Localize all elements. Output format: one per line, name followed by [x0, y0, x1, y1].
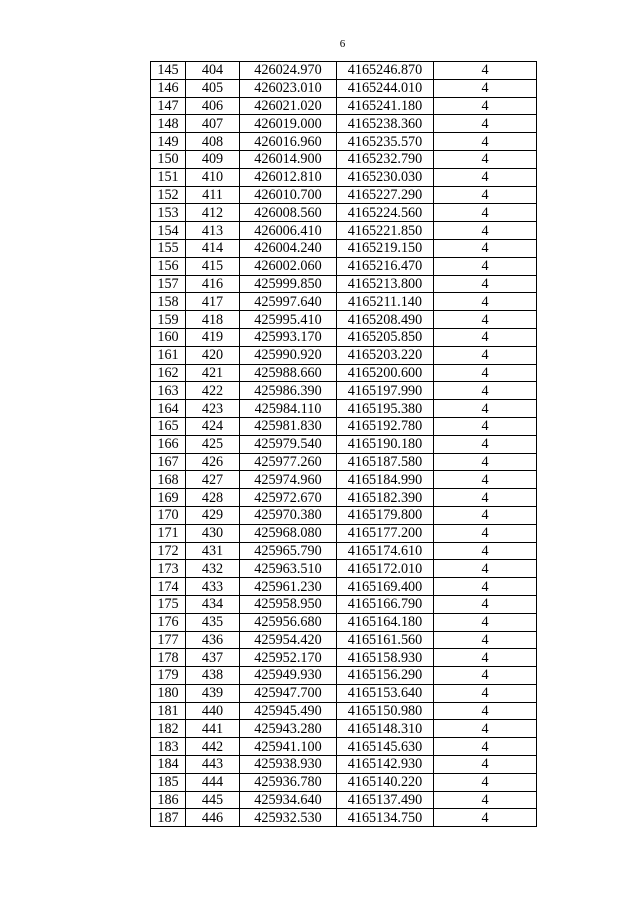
point-number-cell: 421	[186, 364, 240, 382]
row-index-cell: 147	[151, 97, 186, 115]
row-index-cell: 159	[151, 311, 186, 329]
row-index-cell: 155	[151, 239, 186, 257]
value-cell: 4	[434, 239, 537, 257]
x-coordinate-cell: 426004.240	[240, 239, 337, 257]
row-index-cell: 152	[151, 186, 186, 204]
value-cell: 4	[434, 364, 537, 382]
row-index-cell: 151	[151, 168, 186, 186]
row-index-cell: 180	[151, 684, 186, 702]
point-number-cell: 407	[186, 115, 240, 133]
point-number-cell: 405	[186, 79, 240, 97]
x-coordinate-cell: 426012.810	[240, 168, 337, 186]
row-index-cell: 168	[151, 471, 186, 489]
value-cell: 4	[434, 186, 537, 204]
point-number-cell: 445	[186, 791, 240, 809]
x-coordinate-cell: 425986.390	[240, 382, 337, 400]
table-row	[151, 222, 537, 240]
y-coordinate-cell: 4165221.850	[337, 222, 434, 240]
y-coordinate-cell: 4165182.390	[337, 489, 434, 507]
row-index-cell: 165	[151, 417, 186, 435]
row-index-cell: 178	[151, 649, 186, 667]
row-index-cell: 186	[151, 791, 186, 809]
x-coordinate-cell: 425997.640	[240, 293, 337, 311]
x-coordinate-cell: 425979.540	[240, 435, 337, 453]
y-coordinate-cell: 4165246.870	[337, 62, 434, 80]
table-row	[151, 578, 537, 596]
row-index-cell: 157	[151, 275, 186, 293]
x-coordinate-cell: 425981.830	[240, 417, 337, 435]
table-row	[151, 738, 537, 756]
table-row	[151, 382, 537, 400]
y-coordinate-cell: 4165216.470	[337, 257, 434, 275]
value-cell: 4	[434, 649, 537, 667]
x-coordinate-cell: 425999.850	[240, 275, 337, 293]
table-row	[151, 275, 537, 293]
x-coordinate-cell: 425943.280	[240, 720, 337, 738]
point-number-cell: 420	[186, 346, 240, 364]
x-coordinate-cell: 425995.410	[240, 311, 337, 329]
y-coordinate-cell: 4165169.400	[337, 578, 434, 596]
row-index-cell: 166	[151, 435, 186, 453]
y-coordinate-cell: 4165158.930	[337, 649, 434, 667]
x-coordinate-cell: 425974.960	[240, 471, 337, 489]
point-number-cell: 411	[186, 186, 240, 204]
row-index-cell: 153	[151, 204, 186, 222]
y-coordinate-cell: 4165172.010	[337, 560, 434, 578]
x-coordinate-cell: 425936.780	[240, 773, 337, 791]
point-number-cell: 432	[186, 560, 240, 578]
value-cell: 4	[434, 400, 537, 418]
x-coordinate-cell: 425965.790	[240, 542, 337, 560]
row-index-cell: 185	[151, 773, 186, 791]
value-cell: 4	[434, 720, 537, 738]
table-row	[151, 489, 537, 507]
point-number-cell: 410	[186, 168, 240, 186]
y-coordinate-cell: 4165164.180	[337, 613, 434, 631]
point-number-cell: 446	[186, 809, 240, 827]
y-coordinate-cell: 4165230.030	[337, 168, 434, 186]
value-cell: 4	[434, 204, 537, 222]
value-cell: 4	[434, 97, 537, 115]
x-coordinate-cell: 426010.700	[240, 186, 337, 204]
x-coordinate-cell: 426021.020	[240, 97, 337, 115]
y-coordinate-cell: 4165227.290	[337, 186, 434, 204]
value-cell: 4	[434, 506, 537, 524]
y-coordinate-cell: 4165148.310	[337, 720, 434, 738]
table-row	[151, 649, 537, 667]
value-cell: 4	[434, 222, 537, 240]
y-coordinate-cell: 4165192.780	[337, 417, 434, 435]
row-index-cell: 187	[151, 809, 186, 827]
point-number-cell: 412	[186, 204, 240, 222]
y-coordinate-cell: 4165179.800	[337, 506, 434, 524]
table-row	[151, 79, 537, 97]
row-index-cell: 177	[151, 631, 186, 649]
y-coordinate-cell: 4165213.800	[337, 275, 434, 293]
point-number-cell: 419	[186, 328, 240, 346]
y-coordinate-cell: 4165153.640	[337, 684, 434, 702]
value-cell: 4	[434, 133, 537, 151]
row-index-cell: 146	[151, 79, 186, 97]
row-index-cell: 172	[151, 542, 186, 560]
y-coordinate-cell: 4165232.790	[337, 150, 434, 168]
table-row	[151, 506, 537, 524]
x-coordinate-cell: 426008.560	[240, 204, 337, 222]
row-index-cell: 149	[151, 133, 186, 151]
value-cell: 4	[434, 453, 537, 471]
value-cell: 4	[434, 773, 537, 791]
table-row	[151, 311, 537, 329]
point-number-cell: 422	[186, 382, 240, 400]
x-coordinate-cell: 425954.420	[240, 631, 337, 649]
point-number-cell: 435	[186, 613, 240, 631]
row-index-cell: 179	[151, 667, 186, 685]
point-number-cell: 416	[186, 275, 240, 293]
table-row	[151, 773, 537, 791]
point-number-cell: 434	[186, 595, 240, 613]
x-coordinate-cell: 425941.100	[240, 738, 337, 756]
point-number-cell: 425	[186, 435, 240, 453]
value-cell: 4	[434, 595, 537, 613]
point-number-cell: 426	[186, 453, 240, 471]
row-index-cell: 175	[151, 595, 186, 613]
row-index-cell: 182	[151, 720, 186, 738]
table-row	[151, 346, 537, 364]
row-index-cell: 161	[151, 346, 186, 364]
point-number-cell: 417	[186, 293, 240, 311]
value-cell: 4	[434, 257, 537, 275]
y-coordinate-cell: 4165219.150	[337, 239, 434, 257]
row-index-cell: 183	[151, 738, 186, 756]
table-row	[151, 720, 537, 738]
row-index-cell: 156	[151, 257, 186, 275]
point-number-cell: 436	[186, 631, 240, 649]
value-cell: 4	[434, 809, 537, 827]
point-number-cell: 437	[186, 649, 240, 667]
row-index-cell: 145	[151, 62, 186, 80]
table-row	[151, 631, 537, 649]
y-coordinate-cell: 4165134.750	[337, 809, 434, 827]
value-cell: 4	[434, 79, 537, 97]
x-coordinate-cell: 425949.930	[240, 667, 337, 685]
point-number-cell: 441	[186, 720, 240, 738]
table-row	[151, 667, 537, 685]
value-cell: 4	[434, 115, 537, 133]
table-row	[151, 702, 537, 720]
table-row	[151, 328, 537, 346]
x-coordinate-cell: 425984.110	[240, 400, 337, 418]
row-index-cell: 171	[151, 524, 186, 542]
row-index-cell: 154	[151, 222, 186, 240]
value-cell: 4	[434, 275, 537, 293]
x-coordinate-cell: 425934.640	[240, 791, 337, 809]
point-number-cell: 439	[186, 684, 240, 702]
point-number-cell: 443	[186, 756, 240, 774]
x-coordinate-cell: 426014.900	[240, 150, 337, 168]
coordinate-table	[150, 61, 537, 827]
table-row	[151, 435, 537, 453]
table-row	[151, 239, 537, 257]
row-index-cell: 167	[151, 453, 186, 471]
point-number-cell: 442	[186, 738, 240, 756]
y-coordinate-cell: 4165208.490	[337, 311, 434, 329]
row-index-cell: 163	[151, 382, 186, 400]
value-cell: 4	[434, 667, 537, 685]
value-cell: 4	[434, 150, 537, 168]
y-coordinate-cell: 4165187.580	[337, 453, 434, 471]
value-cell: 4	[434, 631, 537, 649]
x-coordinate-cell: 425972.670	[240, 489, 337, 507]
y-coordinate-cell: 4165166.790	[337, 595, 434, 613]
x-coordinate-cell: 426019.000	[240, 115, 337, 133]
point-number-cell: 438	[186, 667, 240, 685]
y-coordinate-cell: 4165235.570	[337, 133, 434, 151]
point-number-cell: 408	[186, 133, 240, 151]
y-coordinate-cell: 4165174.610	[337, 542, 434, 560]
row-index-cell: 184	[151, 756, 186, 774]
y-coordinate-cell: 4165156.290	[337, 667, 434, 685]
x-coordinate-cell: 425932.530	[240, 809, 337, 827]
value-cell: 4	[434, 293, 537, 311]
point-number-cell: 406	[186, 97, 240, 115]
table-row	[151, 168, 537, 186]
x-coordinate-cell: 425956.680	[240, 613, 337, 631]
table-row	[151, 453, 537, 471]
point-number-cell: 409	[186, 150, 240, 168]
value-cell: 4	[434, 738, 537, 756]
x-coordinate-cell: 425977.260	[240, 453, 337, 471]
y-coordinate-cell: 4165190.180	[337, 435, 434, 453]
table-row	[151, 542, 537, 560]
table-row	[151, 560, 537, 578]
row-index-cell: 173	[151, 560, 186, 578]
table-row	[151, 684, 537, 702]
value-cell: 4	[434, 560, 537, 578]
row-index-cell: 160	[151, 328, 186, 346]
table-row	[151, 97, 537, 115]
y-coordinate-cell: 4165150.980	[337, 702, 434, 720]
point-number-cell: 424	[186, 417, 240, 435]
value-cell: 4	[434, 702, 537, 720]
point-number-cell: 431	[186, 542, 240, 560]
page-number: 6	[339, 38, 346, 50]
value-cell: 4	[434, 168, 537, 186]
table-row	[151, 400, 537, 418]
point-number-cell: 423	[186, 400, 240, 418]
table-row	[151, 204, 537, 222]
value-cell: 4	[434, 382, 537, 400]
point-number-cell: 440	[186, 702, 240, 720]
x-coordinate-cell: 425945.490	[240, 702, 337, 720]
y-coordinate-cell: 4165244.010	[337, 79, 434, 97]
coordinate-table-body	[151, 62, 537, 827]
table-row	[151, 293, 537, 311]
value-cell: 4	[434, 791, 537, 809]
table-row	[151, 613, 537, 631]
x-coordinate-cell: 425952.170	[240, 649, 337, 667]
x-coordinate-cell: 425993.170	[240, 328, 337, 346]
point-number-cell: 433	[186, 578, 240, 596]
point-number-cell: 413	[186, 222, 240, 240]
table-row	[151, 62, 537, 80]
value-cell: 4	[434, 489, 537, 507]
table-row	[151, 417, 537, 435]
y-coordinate-cell: 4165224.560	[337, 204, 434, 222]
y-coordinate-cell: 4165137.490	[337, 791, 434, 809]
value-cell: 4	[434, 613, 537, 631]
point-number-cell: 427	[186, 471, 240, 489]
value-cell: 4	[434, 328, 537, 346]
value-cell: 4	[434, 417, 537, 435]
x-coordinate-cell: 425968.080	[240, 524, 337, 542]
y-coordinate-cell: 4165238.360	[337, 115, 434, 133]
row-index-cell: 150	[151, 150, 186, 168]
x-coordinate-cell: 425990.920	[240, 346, 337, 364]
x-coordinate-cell: 425938.930	[240, 756, 337, 774]
point-number-cell: 429	[186, 506, 240, 524]
table-row	[151, 471, 537, 489]
point-number-cell: 444	[186, 773, 240, 791]
x-coordinate-cell: 425988.660	[240, 364, 337, 382]
x-coordinate-cell: 425947.700	[240, 684, 337, 702]
x-coordinate-cell: 425963.510	[240, 560, 337, 578]
y-coordinate-cell: 4165205.850	[337, 328, 434, 346]
y-coordinate-cell: 4165197.990	[337, 382, 434, 400]
table-row	[151, 364, 537, 382]
row-index-cell: 162	[151, 364, 186, 382]
y-coordinate-cell: 4165184.990	[337, 471, 434, 489]
row-index-cell: 176	[151, 613, 186, 631]
table-row	[151, 791, 537, 809]
y-coordinate-cell: 4165203.220	[337, 346, 434, 364]
row-index-cell: 169	[151, 489, 186, 507]
x-coordinate-cell: 426016.960	[240, 133, 337, 151]
table-row	[151, 133, 537, 151]
table-row	[151, 257, 537, 275]
value-cell: 4	[434, 684, 537, 702]
y-coordinate-cell: 4165161.560	[337, 631, 434, 649]
table-row	[151, 809, 537, 827]
point-number-cell: 430	[186, 524, 240, 542]
table-row	[151, 115, 537, 133]
y-coordinate-cell: 4165177.200	[337, 524, 434, 542]
x-coordinate-cell: 425961.230	[240, 578, 337, 596]
row-index-cell: 181	[151, 702, 186, 720]
x-coordinate-cell: 426023.010	[240, 79, 337, 97]
y-coordinate-cell: 4165211.140	[337, 293, 434, 311]
row-index-cell: 170	[151, 506, 186, 524]
value-cell: 4	[434, 524, 537, 542]
y-coordinate-cell: 4165142.930	[337, 756, 434, 774]
point-number-cell: 415	[186, 257, 240, 275]
value-cell: 4	[434, 311, 537, 329]
point-number-cell: 414	[186, 239, 240, 257]
row-index-cell: 148	[151, 115, 186, 133]
table-row	[151, 186, 537, 204]
x-coordinate-cell: 426024.970	[240, 62, 337, 80]
point-number-cell: 404	[186, 62, 240, 80]
point-number-cell: 418	[186, 311, 240, 329]
x-coordinate-cell: 426006.410	[240, 222, 337, 240]
x-coordinate-cell: 425970.380	[240, 506, 337, 524]
value-cell: 4	[434, 542, 537, 560]
value-cell: 4	[434, 62, 537, 80]
y-coordinate-cell: 4165241.180	[337, 97, 434, 115]
table-row	[151, 756, 537, 774]
value-cell: 4	[434, 435, 537, 453]
value-cell: 4	[434, 578, 537, 596]
y-coordinate-cell: 4165195.380	[337, 400, 434, 418]
value-cell: 4	[434, 756, 537, 774]
row-index-cell: 158	[151, 293, 186, 311]
table-row	[151, 524, 537, 542]
y-coordinate-cell: 4165140.220	[337, 773, 434, 791]
row-index-cell: 164	[151, 400, 186, 418]
y-coordinate-cell: 4165145.630	[337, 738, 434, 756]
value-cell: 4	[434, 471, 537, 489]
table-row	[151, 595, 537, 613]
y-coordinate-cell: 4165200.600	[337, 364, 434, 382]
table-row	[151, 150, 537, 168]
x-coordinate-cell: 425958.950	[240, 595, 337, 613]
row-index-cell: 174	[151, 578, 186, 596]
value-cell: 4	[434, 346, 537, 364]
x-coordinate-cell: 426002.060	[240, 257, 337, 275]
point-number-cell: 428	[186, 489, 240, 507]
